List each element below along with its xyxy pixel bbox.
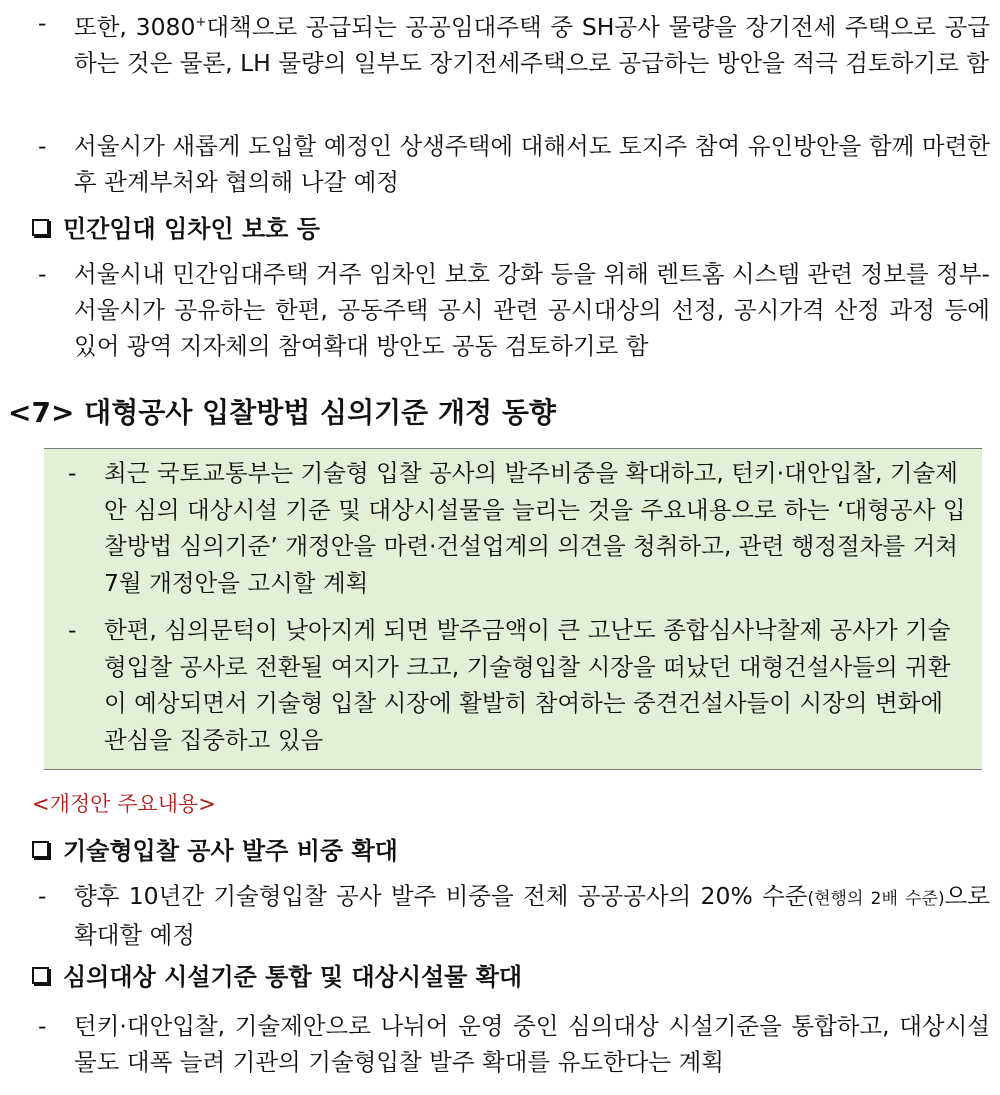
paragraph-text-main: 향후 10년간 기술형입찰 공사 발주 비중을 전체 공공공사의 20% 수준: [74, 882, 808, 910]
paragraph-facility-criteria: [38, 1008, 990, 1080]
paragraph-text-part-b: 대책으로 공급되는 공공임대주택 중 SH공사 물량을 장기전세 주택으로 공급하는 것은 물론, LH 물량의 일부도 장기전세주택으로 공급하는 방안을 적극 검토하기로 함: [74, 12, 990, 77]
subtitle-main-contents: <개정안 주요내용>: [32, 792, 216, 816]
dash-bullet: -: [38, 260, 47, 288]
dash-bullet: -: [68, 459, 77, 487]
dash-bullet: -: [38, 132, 47, 160]
dash-bullet: -: [38, 882, 47, 910]
dash-bullet: -: [38, 9, 47, 37]
paragraph-text: [74, 5, 990, 81]
heading-text: 기술형입찰 공사 발주 비중 확대: [63, 837, 398, 865]
paragraph-sh-lh-supply: [38, 5, 990, 81]
section-title: <7> 대형공사 입찰방법 심의기준 개정 동향: [8, 396, 556, 429]
dash-bullet: -: [68, 616, 77, 644]
paragraph-text: [74, 878, 990, 953]
paragraph-text-note: (현행의 2배 수준): [807, 889, 945, 909]
summary-box: [44, 448, 982, 770]
heading-private-rental: [32, 212, 320, 246]
paragraph-text-end: 으로 확대할 예정: [74, 882, 990, 949]
paragraph-text: 턴키·대안입찰, 기술제안으로 나뉘어 운영 중인 심의대상 시설기준을 통합하고, 대상시설물도 대폭 늘려 기관의 기술형입찰 발주 확대를 유도한다는 계획: [74, 1012, 990, 1076]
summary-item-market-change: [68, 612, 968, 758]
square-bullet-icon: [32, 219, 49, 236]
paragraph-renthome: [38, 256, 990, 364]
superscript-plus: +: [195, 15, 207, 30]
summary-item-molit: [68, 455, 968, 601]
summary-text: 최근 국토교통부는 기술형 입찰 공사의 발주비중을 확대하고, 턴키·대안입찰, 기술제안 심의 대상시설 기준 및 대상시설물을 늘리는 것을 주요내용으로 하는 ‘대형공사 입찰방법 심의기준’ 개정안을 마련·건설업계의 의견을 청취하고, 관련 행정절차를 거쳐 7월 개정안을 고시할 계획: [104, 459, 966, 597]
dash-bullet: -: [38, 1012, 47, 1040]
square-bullet-icon: [32, 841, 49, 858]
heading-text: 민간임대 임차인 보호 등: [63, 215, 320, 243]
square-bullet-icon: [32, 967, 49, 984]
summary-text: 한편, 심의문턱이 낮아지게 되면 발주금액이 큰 고난도 종합심사낙찰제 공사가 기술형입찰 공사로 전환될 여지가 크고, 기술형입찰 시장을 떠났던 대형건설사들의 귀환이 예상되면서 기술형 입찰 시장에 활발히 참여하는 중견건설사들이 시장의 변화에 관심을 집중하고 있음: [104, 616, 951, 754]
paragraph-sangsaeng-housing: [38, 128, 990, 200]
heading-facility-criteria: [32, 960, 522, 994]
paragraph-text: 서울시가 새롭게 도입할 예정인 상생주택에 대해서도 토지주 참여 유인방안을 함께 마련한 후 관계부처와 협의해 나갈 예정: [74, 132, 990, 196]
heading-order-ratio: [32, 834, 398, 868]
paragraph-text: 서울시내 민간임대주택 거주 임차인 보호 강화 등을 위해 렌트홈 시스템 관련 정보를 정부-서울시가 공유하는 한편, 공동주택 공시 관련 공시대상의 선정, 공시가격 산정 과정 등에 있어 광역 지자체의 참여확대 방안도 공동 검토하기로 함: [74, 260, 990, 360]
heading-text: 심의대상 시설기준 통합 및 대상시설물 확대: [63, 963, 523, 991]
paragraph-order-ratio: [38, 878, 990, 953]
paragraph-text-part-a: 또한, 3080: [74, 12, 196, 41]
